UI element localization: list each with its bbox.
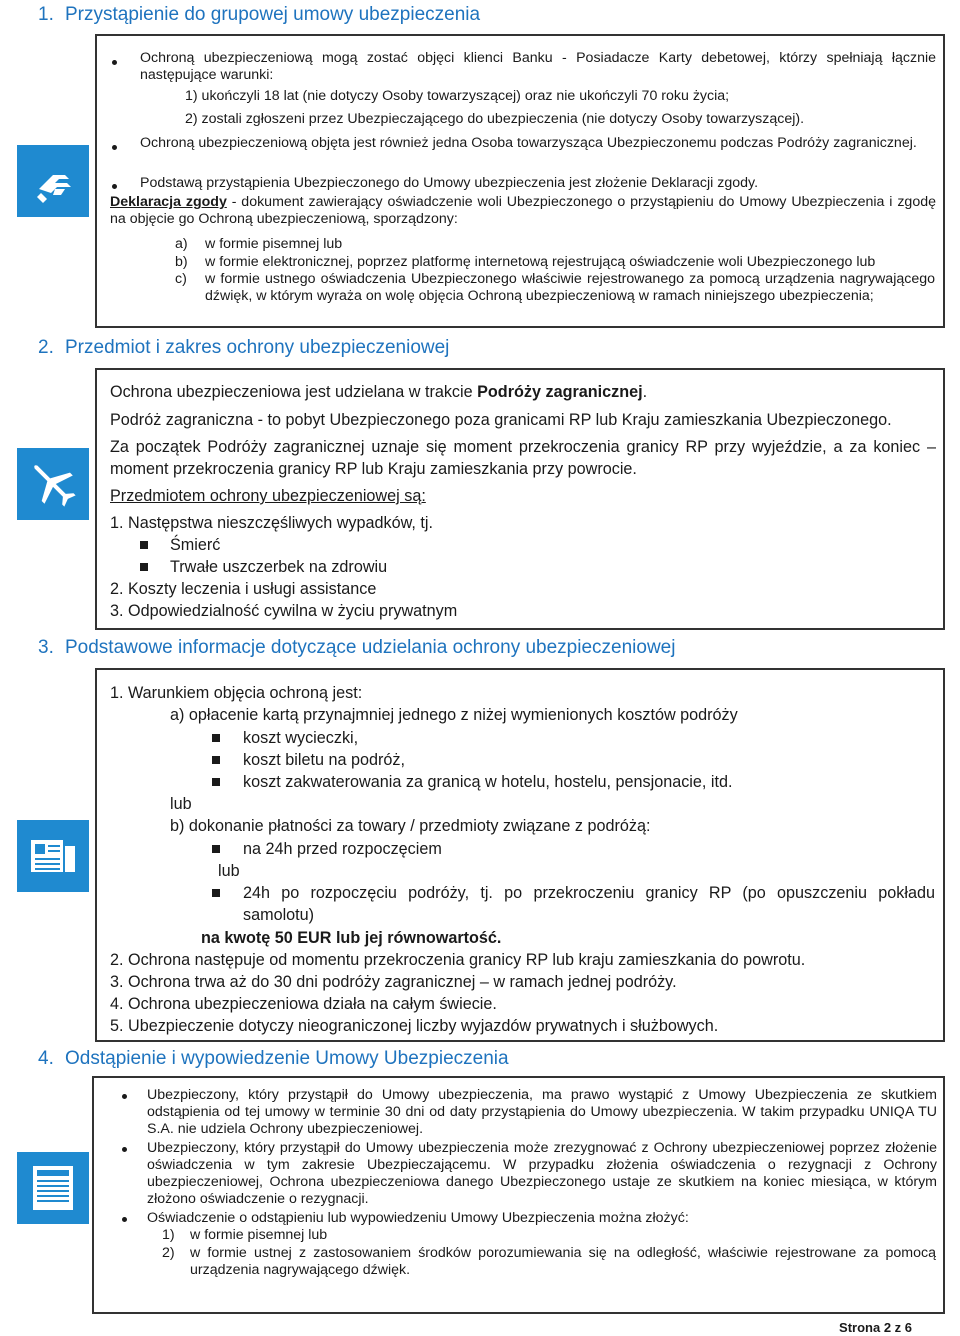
s2-item-2: 2. Koszty leczenia i usługi assistance — [110, 580, 377, 598]
square-bullet — [140, 563, 148, 571]
s4-option-2-label: 2) — [162, 1245, 175, 1261]
section-3-box — [95, 668, 945, 1042]
s1-declaration: Deklaracja zgody - dokument zawierający oświadczenie woli Ubezpieczonego o przystąpieniu do Umowy Ubezpieczenia i zgodę na objęcie go Ochroną ubezpieczeniową, sporządzony: — [110, 194, 936, 227]
s2-definition: Podróż zagraniczna - to pobyt Ubezpieczonego poza granicami RP lub Kraju zamieszkania Ubezpieczonego. — [110, 411, 892, 429]
s1-condition-2: 2) zostali zgłoszeni przez Ubezpieczającego do ubezpieczenia (nie dotyczy Osoby towarzyszącej). — [185, 111, 805, 127]
s2-subject-heading: Przedmiotem ochrony ubezpieczeniowej są: — [110, 487, 426, 505]
s1-option-b: w formie elektronicznej, poprzez platformę internetową rejestrującą oświadczenie woli Ubezpieczonego lub — [205, 254, 876, 270]
square-bullet — [212, 756, 220, 764]
section-4-box — [92, 1076, 945, 1314]
square-bullet — [212, 734, 220, 742]
s1-option-c: w formie ustnego oświadczenia Ubezpieczonego właściwie rejestrowanego za pomocą urządzenia nagrywającego dźwięk, w którym wyraża on wolę objęcia Ochroną ubezpieczeniową w ramach niniejszego ubezpieczenia; — [205, 271, 935, 304]
s3-amount: na kwotę 50 EUR lub jej równowartość. — [201, 929, 502, 947]
s3-cost-ticket: koszt biletu na podróż, — [243, 751, 405, 769]
s3-item-5: 5. Ubezpieczenie dotyczy nieograniczonej liczby wyjazdów prywatnych i służbowych. — [110, 1017, 719, 1035]
s3-option-a: a) opłacenie kartą przynajmniej jednego z niżej wymienionych kosztów podróży — [170, 706, 738, 724]
square-bullet — [212, 845, 220, 853]
s2-item-1b: Trwałe uszczerbek na zdrowiu — [170, 558, 388, 576]
square-bullet — [140, 541, 148, 549]
s3-after-trip: 24h po rozpoczęciu podróży, tj. po przekroczeniu granicy RP (po opuszczeniu pokładu samolotu) — [243, 884, 935, 924]
s4-option-1-label: 1) — [162, 1227, 175, 1243]
s3-option-b: b) dokonanie płatności za towary / przedmioty związane z podróżą: — [170, 817, 651, 835]
s2-trip-start: Za początek Podróży zagranicznej uznaje się moment przekroczenia granicy RP przy wyjeździe, a za koniec – moment przekroczenia granicy RP lub Kraju zamieszkania przy powrocie. — [110, 438, 936, 478]
bullet-dot — [112, 145, 117, 150]
s2-item-3: 3. Odpowiedzialność cywilna w życiu prywatnym — [110, 602, 458, 620]
s3-or-2: lub — [218, 862, 240, 880]
s2-item-1a: Śmierć — [170, 536, 221, 554]
s1-bullet-1: Ochroną ubezpieczeniową mogą zostać objęci klienci Banku - Posiadacze Karty debetowej, którzy spełniają łącznie następujące warunki: — [140, 50, 936, 83]
s4-resignation: Ubezpieczony, który przystąpił do Umowy ubezpieczenia może zrezygnować z Ochrony ubezpieczeniowej poprzez złożenie oświadczenia w tym zakresie Ubezpieczającemu. W przypadku złożenia oświadczenia o rezygnacji z Ochrony ubezpieczeniowej, Ochrona ubezpieczeniowa danego Ubezpieczonego ustaje ze skutkiem na koniec miesiąca, w którym złożono oświadczenie o rezygnacji. — [147, 1140, 937, 1207]
s3-cost-accommodation: koszt zakwaterowania za granicą w hotelu, hostelu, pensjonacie, itd. — [243, 773, 733, 791]
bullet-dot — [122, 1217, 127, 1222]
section-1-box — [95, 34, 945, 328]
newspaper-icon — [17, 820, 89, 892]
s3-cost-trip: koszt wycieczki, — [243, 729, 359, 747]
section-2-title: 2. Przedmiot i zakres ochrony ubezpieczeniowej — [38, 337, 450, 358]
section-2-box — [95, 368, 945, 630]
s1-bullet-2: Ochroną ubezpieczeniową objęta jest również jedna Osoba towarzysząca Ubezpieczonemu podczas Podróży zagranicznej. — [140, 135, 917, 151]
document-icon — [17, 1152, 89, 1224]
square-bullet — [212, 889, 220, 897]
s2-item-1: 1. Następstwa nieszczęśliwych wypadków, tj. — [110, 514, 433, 532]
s4-statement: Oświadczenie o odstąpieniu lub wypowiedzeniu Umowy Ubezpieczenia można złożyć: — [147, 1210, 689, 1226]
square-bullet — [212, 778, 220, 786]
bullet-dot — [112, 60, 117, 65]
page-number: Strona 2 z 6 — [839, 1320, 912, 1335]
airplane-icon — [17, 448, 89, 520]
s1-option-c-label: c) — [175, 271, 187, 287]
s3-item-3: 3. Ochrona trwa aż do 30 dni podróży zagranicznej – w ramach jednej podróży. — [110, 973, 677, 991]
s3-item-4: 4. Ochrona ubezpieczeniowa działa na całym świecie. — [110, 995, 497, 1013]
s1-bullet-3: Podstawą przystąpienia Ubezpieczonego do Umowy ubezpieczenia jest złożenie Deklaracji zgody. — [140, 175, 759, 191]
bullet-dot — [112, 184, 117, 189]
s4-option-2: w formie ustnej z zastosowaniem środków porozumiewania się na odległość, właściwie rejestrowane za pomocą urządzenia nagrywającego dźwięk. — [190, 1245, 936, 1278]
s4-option-1: w formie pisemnej lub — [190, 1227, 328, 1243]
s1-condition-1: 1) ukończyli 18 lat (nie dotyczy Osoby towarzyszącej) oraz nie ukończyli 70 roku życia; — [185, 88, 730, 104]
s1-option-a-label: a) — [175, 236, 188, 252]
section-3-title: 3. Podstawowe informacje dotyczące udzielania ochrony ubezpieczeniowej — [38, 637, 676, 658]
s1-option-a: w formie pisemnej lub — [205, 236, 343, 252]
s4-withdrawal: Ubezpieczony, który przystąpił do Umowy ubezpieczenia, ma prawo wystąpić z Umowy Ubezpieczenia ze skutkiem odstąpienia od tej umowy w terminie 30 dni od daty przystąpienia do Umowy ubezpieczenia. W takim przypadku UNIQA TU S.A. nie udziela Ochrony ubezpieczeniowej. — [147, 1087, 937, 1137]
s1-option-b-label: b) — [175, 254, 188, 270]
s3-item-2: 2. Ochrona następuje od momentu przekroczenia granicy RP lub kraju zamieszkania do powrotu. — [110, 951, 806, 969]
s3-or-1: lub — [170, 795, 192, 813]
bullet-dot — [122, 1147, 127, 1152]
s2-intro: Ochrona ubezpieczeniowa jest udzielana w trakcie Podróży zagranicznej. — [110, 383, 648, 401]
section-1-title: 1. Przystąpienie do grupowej umowy ubezpieczenia — [38, 4, 481, 25]
section-4-title: 4. Odstąpienie i wypowiedzenie Umowy Ubezpieczenia — [38, 1048, 509, 1069]
handshake-icon — [17, 145, 89, 217]
bullet-dot — [122, 1094, 127, 1099]
s3-condition-heading: 1. Warunkiem objęcia ochroną jest: — [110, 684, 363, 702]
s3-before-trip: na 24h przed rozpoczęciem — [243, 840, 442, 858]
